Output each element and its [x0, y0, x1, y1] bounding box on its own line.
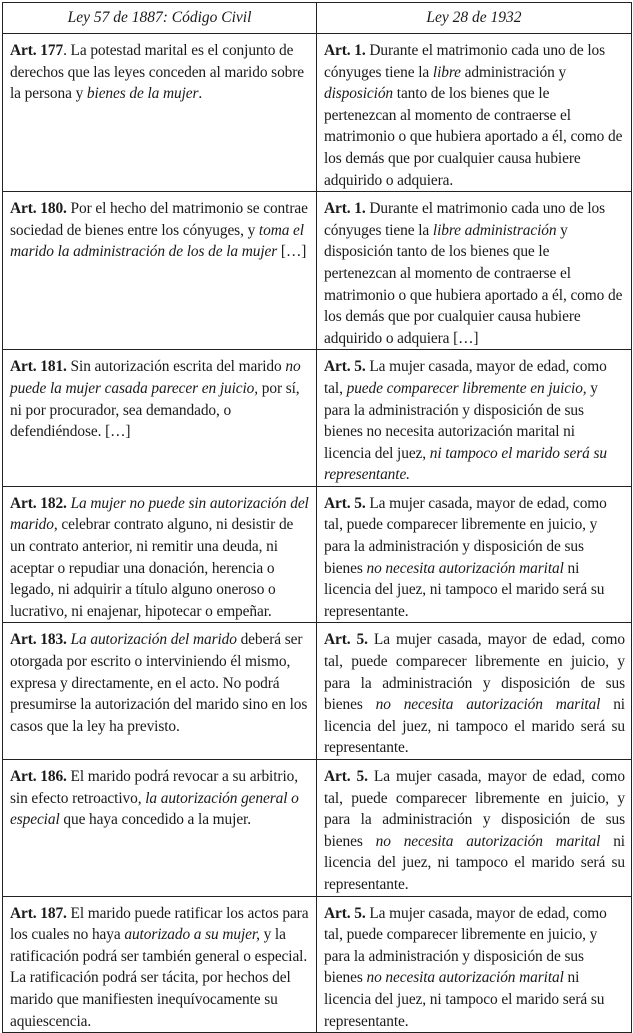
- article-text: Por el hecho del matrimonio se contrae sociedad de bienes entre los cónyuges, y: [10, 200, 308, 239]
- article-number: Art. 5.: [324, 768, 368, 785]
- article-text: El marido podrá revocar a su arbitrio, sin efecto retroactivo,: [10, 768, 298, 807]
- table-row: [3, 623, 632, 760]
- emphasized-text: puede comparecer libremente en juicio,: [346, 379, 587, 397]
- table-row: [3, 760, 632, 897]
- article-text: y disposición tanto de los bienes que le pertenezcan al momento de contraerse el matrimonio o que hubiera aportado a él, como de los demás que por cualquier causa hubiere adquirido o adquiera […]: [324, 221, 623, 347]
- emphasized-text: no necesita autorización marital: [375, 696, 601, 714]
- article-number: Art. 5.: [324, 494, 366, 512]
- article-text: ni licencia del juez, ni tampoco el marido será su representante.: [324, 559, 605, 620]
- law-comparison-table: [2, 2, 632, 1033]
- article-number: Art. 1.: [324, 200, 366, 218]
- article-number: Art. 181.: [10, 358, 67, 376]
- header-civil-code: Ley 57 de 1887: Código Civil: [3, 3, 317, 34]
- ley-1932-article-cell: [317, 192, 632, 350]
- table-row: [3, 350, 632, 487]
- civil-code-article-cell: [3, 896, 317, 1033]
- emphasized-text: libre: [432, 63, 461, 81]
- emphasized-text: La autorización del marido: [70, 631, 237, 649]
- article-text: La mujer casada, mayor de edad, como tal,: [324, 358, 607, 397]
- civil-code-article-cell: [3, 350, 317, 487]
- ley-1932-article-cell: [317, 623, 632, 760]
- article-text: administración y: [460, 63, 567, 81]
- article-text: ni licencia del juez, ni tampoco el marido será su representante.: [324, 969, 605, 1030]
- header-row: [3, 3, 632, 34]
- civil-code-article-cell: [3, 623, 317, 760]
- article-number: Art. 183.: [10, 631, 67, 649]
- article-text: La mujer casada, mayor de edad, como tal, puede comparecer libremente en juicio, y para la administración y disposición de sus bienes: [324, 904, 607, 987]
- article-number: Art. 177: [10, 42, 64, 59]
- emphasized-text: no necesita autorización marital: [366, 559, 564, 577]
- civil-code-article-cell: [3, 34, 317, 192]
- emphasized-text: no necesita autorización marital: [375, 832, 601, 850]
- article-number: Art. 186.: [10, 768, 67, 785]
- article-number: Art. 1.: [324, 42, 366, 59]
- ley-1932-article-cell: [317, 350, 632, 487]
- table-row: [3, 34, 632, 192]
- emphasized-text: La mujer no puede sin autorización del marido: [10, 494, 309, 534]
- article-number: Art. 5.: [324, 358, 366, 376]
- civil-code-article-cell: [3, 760, 317, 897]
- civil-code-article-cell: [3, 192, 317, 350]
- article-text: y para la administración y disposición de sus bienes no necesita autorización marital ni licencia del juez,: [324, 379, 598, 462]
- article-text: por sí, ni por procurador, sea demandado, o defendiéndose. […]: [10, 379, 300, 441]
- ley-1932-article-cell: [317, 760, 632, 897]
- article-text: La mujer casada, mayor de edad, como tal, puede comparecer libremente en juicio, y para la administración y disposición de sus bienes: [324, 768, 625, 850]
- table-row: [3, 486, 632, 623]
- emphasized-text: toma el marido la administración de los de la mujer: [10, 221, 304, 261]
- article-text: tanto de los bienes que le pertenezcan al momento de contraerse el matrimonio o que hubiera aportado a él, como de los demás que por cualquier causa hubiere adquirido o adquiera.: [324, 85, 623, 189]
- emphasized-text: ni tampoco el marido será su representante.: [324, 444, 607, 484]
- article-text: La mujer casada, mayor de edad, como tal, puede comparecer libremente en juicio, y para la administración y disposición de sus bienes: [324, 631, 625, 714]
- emphasized-text: disposición: [324, 85, 394, 103]
- emphasized-text: la autorización general o especial: [10, 789, 299, 829]
- ley-1932-article-cell: [317, 896, 632, 1033]
- article-text: Durante el matrimonio cada uno de los cónyuges tiene la: [324, 42, 605, 81]
- article-number: Art. 182.: [10, 494, 67, 512]
- article-text: El marido puede ratificar los actos para los cuales no haya: [10, 904, 309, 944]
- article-text: La mujer casada, mayor de edad, como tal, puede comparecer libremente en juicio, y para la administración y disposición de sus bienes: [324, 494, 607, 577]
- emphasized-text: libre administración: [432, 221, 557, 239]
- civil-code-article-cell: [3, 486, 317, 623]
- article-text: que haya concedido a la mujer.: [59, 811, 251, 829]
- article-text: […]: [277, 243, 307, 261]
- header-ley-28-1932: Ley 28 de 1932: [317, 3, 632, 34]
- article-text: , celebrar contrato alguno, ni desistir de un contrato anterior, ni remitir una deuda, ni aceptar o repudiar una donación, herencia o legado, ni adquirir a título alguno oneroso o lucrativo, ni enajenar, hipotecar o empeñar.: [10, 516, 294, 620]
- article-number: Art. 5.: [324, 631, 368, 649]
- table-row: [3, 192, 632, 350]
- article-text: Sin autorización escrita del marido: [66, 358, 286, 376]
- emphasized-text: autorizado a su mujer,: [124, 926, 260, 944]
- ley-1932-article-cell: [317, 34, 632, 192]
- article-number: Art. 180.: [10, 200, 67, 218]
- article-text: y la ratificación podrá ser también general o especial. La ratificación podrá ser tácita, por hechos del marido que manifiesten inequívocamente su aquiescencia.: [10, 926, 308, 1030]
- emphasized-text: no necesita autorización marital: [366, 969, 564, 987]
- emphasized-text: no puede la mujer casada parecer en juicio,: [10, 358, 301, 397]
- article-text: ni licencia del juez, ni tampoco el marido será su representante.: [324, 832, 625, 893]
- table-row: [3, 896, 632, 1033]
- emphasized-text: bienes de la mujer: [86, 85, 199, 103]
- ley-1932-article-cell: [317, 486, 632, 623]
- article-text: .: [198, 85, 203, 103]
- article-text: deberá ser otorgada por escrito o interviniendo él mismo, expresa y directamente, en el acto. No podrá presumirse la autorización del marido sino en los casos que la ley ha previsto.: [10, 631, 308, 735]
- article-text: . La potestad marital es el conjunto de derechos que las leyes conceden al marido sobre la persona y: [10, 42, 305, 103]
- article-text: Durante el matrimonio cada uno de los cónyuges tiene la: [324, 200, 605, 239]
- article-text: ni licencia del juez, ni tampoco el marido será su representante.: [324, 696, 625, 757]
- article-number: Art. 5.: [324, 904, 366, 922]
- article-number: Art. 187.: [10, 904, 67, 922]
